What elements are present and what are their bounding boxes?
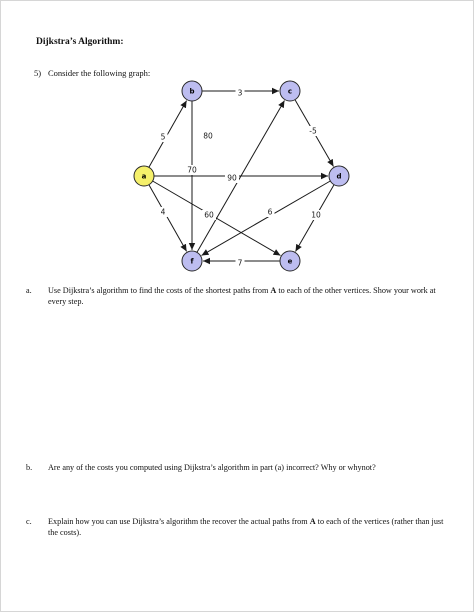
part-c-text: [48, 516, 446, 538]
node-f: [182, 251, 202, 271]
node-label-b: b: [189, 87, 195, 96]
edge-weight-f-c: 80: [203, 131, 213, 141]
edge-weight-a-e: 60: [204, 210, 214, 220]
question-number: 5): [34, 68, 42, 78]
node-b: [182, 81, 202, 101]
edge-a-f: [149, 185, 187, 252]
part-a: [26, 285, 446, 307]
node-c: [280, 81, 300, 101]
part-c: [26, 516, 446, 538]
edge-weight-d-f: 6: [267, 207, 273, 217]
document-title: Dijkstra’s Algorithm:: [36, 37, 124, 47]
part-c-emphasis: A: [309, 517, 316, 526]
node-label-f: f: [190, 257, 194, 266]
part-c-letter: c.: [26, 517, 32, 526]
edges-layer: [149, 88, 334, 261]
part-b: [26, 462, 446, 473]
edge-weight-b-c: 3: [237, 88, 243, 98]
node-e: [280, 251, 300, 271]
node-label-e: e: [287, 257, 293, 266]
part-a-text-after: to each of the other vertices. Show your work at every step.: [48, 286, 436, 306]
edge-weight-a-d: 90: [227, 173, 237, 183]
edge-weight-c-d: -5: [309, 126, 317, 136]
edge-a-b: [149, 101, 187, 168]
part-c-text-after: to each of the vertices (rather than just the costs).: [48, 517, 444, 537]
node-a: [134, 166, 154, 186]
edge-weight-d-e: 10: [311, 210, 321, 220]
part-a-text: [48, 285, 446, 307]
edge-weights-layer: [159, 88, 324, 268]
part-c-text-before: Explain how you can use Dijkstra’s algorithm the recover the actual paths from: [48, 517, 310, 526]
part-b-letter: b.: [26, 463, 33, 472]
edge-weight-e-f: 7: [237, 258, 243, 268]
part-a-letter: a.: [26, 286, 32, 295]
node-label-a: a: [141, 172, 147, 181]
node-label-c: c: [287, 87, 293, 96]
edge-a-e: [153, 181, 281, 256]
part-a-emphasis: A: [270, 286, 277, 295]
part-b-text: Are any of the costs you computed using Dijkstra’s algorithm in part (a) incorrect? Why or whynot?: [48, 463, 376, 472]
question-prompt: Consider the following graph:: [48, 68, 151, 78]
edge-weight-b-f: 70: [187, 165, 197, 175]
node-label-d: d: [336, 172, 342, 181]
part-a-text-before: Use Dijkstra’s algorithm to find the costs of the shortest paths from: [48, 286, 271, 295]
node-d: [329, 166, 349, 186]
edge-weight-a-f: 4: [160, 207, 166, 217]
edge-weight-a-b: 5: [160, 132, 166, 142]
